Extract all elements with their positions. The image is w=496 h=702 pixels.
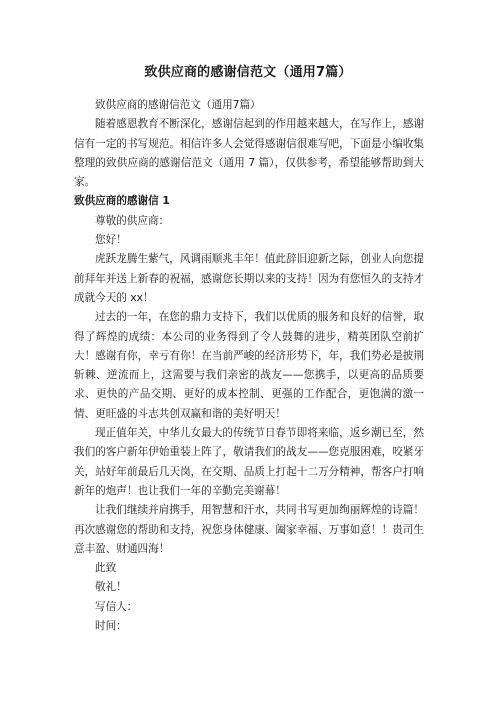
letter-date: 时间： xyxy=(95,620,127,633)
letter-salutation: 尊敬的供应商： xyxy=(95,214,170,227)
letter-writer: 写信人： xyxy=(95,600,138,613)
intro-heading-line: 致供应商的感谢信范文（通用7篇） xyxy=(95,99,261,111)
letter-greeting: 您好！ xyxy=(95,234,127,247)
document-body xyxy=(74,96,424,636)
document-title: 致供应商的感谢信范文（通用7篇） xyxy=(144,65,352,80)
letter-paragraph-3: 现正值年关，中华儿女最大的传统节日春节即将来临，返乡潮已至，然我们的客户新年伊始重装上阵了，敬请我们的战友——您克服困难，咬紧牙关，站好年前最后几天岗，在交期、品质上打起十二万分精神，帮客户打响新年的炮声！也让我们一年的辛勤完美谢幕！ xyxy=(74,427,424,497)
letter-paragraph-2: 过去的一年，在您的鼎力支持下，我们以优质的服务和良好的信誉，取得了辉煌的成绩：本公司的业务得到了令人鼓舞的进步，精英团队空前扩大！感谢有你，幸亏有你！在当前严峻的经济形势下，年，我们势必是披荆斩棘、逆流而上，这需要与我们亲密的战友——您携手，以更高的品质要求、更快的产品交期、更好的成本控制、更强的工作配合，更饱满的激一情、更旺盛的斗志共创双赢和谐的美好明天！ xyxy=(74,311,424,420)
letter-paragraph-4: 让我们继续并肩携手，用智慧和汗水，共同书写更加绚丽辉煌的诗篇！再次感谢您的帮助和支持，祝您身体健康、阖家幸福、万事如意！！贵司生意丰盈、财通四海！ xyxy=(74,504,424,555)
intro-paragraph: 随着感恩教育不断深化，感谢信起到的作用越来越大，在写作上，感谢信有一定的书写规范。相信许多人会觉得感谢信很难写吧，下面是小编收集整理的致供应商的感谢信范文（通用 7 篇），仅供参考，希望能够帮助到大家。 xyxy=(74,118,424,189)
letter-closing: 此致 xyxy=(95,562,117,575)
section-heading: 致供应商的感谢信 1 xyxy=(74,195,170,208)
letter-paragraph-1: 虎跃龙腾生紫气，风调雨顺兆丰年！值此辞旧迎新之际，创业人向您提前拜年并送上新春的祝福，感谢您长期以来的支持！因为有您恒久的支持才成就今天的 xx！ xyxy=(74,253,424,304)
letter-regards: 敬礼！ xyxy=(95,581,127,594)
